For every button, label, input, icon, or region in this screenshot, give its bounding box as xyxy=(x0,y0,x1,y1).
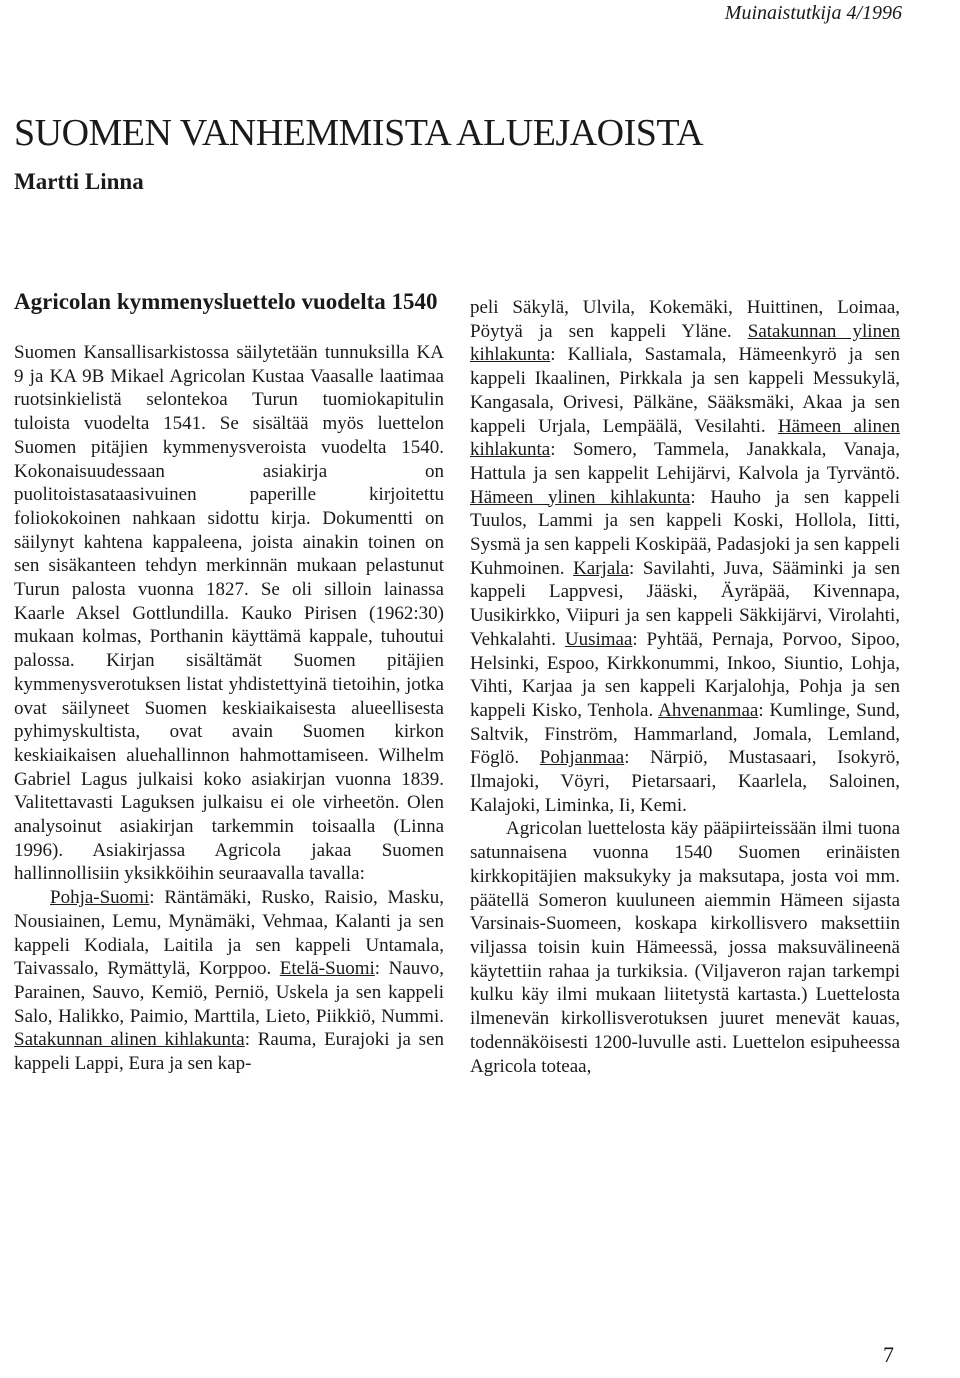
region-name: Satakunnan alinen kihlakunta xyxy=(14,1029,245,1051)
regions-paragraph xyxy=(14,886,444,1076)
region-name: Etelä-Suomi xyxy=(279,958,375,980)
section-heading: Agricolan kymmenysluettelo vuodelta 1540 xyxy=(14,289,438,314)
region-name: Karjala xyxy=(573,557,629,579)
region-name: Ahvenanmaa xyxy=(658,699,759,721)
region-parishes: : Somero, Tammela, Janakkala, Vanaja, Hattula ja sen kappelit Lehijärvi, Kalvola ja Tyrväntö. xyxy=(470,439,900,484)
article-title: SUOMEN VANHEMMISTA ALUEJAOISTA xyxy=(14,112,704,154)
region-parishes: : Savilahti, Juva, Sääminki ja sen kappeli Lappvesi, Jääski, Äyräpää, Kivennapa, Uusikirkko, Viipuri ja sen kappeli Säkkijärvi, Virolahti, Vehkalahti. xyxy=(470,557,900,650)
region-parishes: : Nauvo, Parainen, Sauvo, Kemiö, Perniö, Uskela ja sen kappeli Salo, Halikko, Paimio, Marttila, Lieto, Piikkiö, Nummi. xyxy=(14,958,444,1027)
region-name: Uusimaa xyxy=(564,628,633,650)
right-column xyxy=(470,296,900,1078)
region-name: Hämeen alinen kihlakunta xyxy=(470,415,900,461)
region-parishes: : Kalliala, Sastamala, Hämeenkyrö ja sen kappeli Ikaalinen, Pirkkala ja sen kappeli Messukylä, Kangasala, Orivesi, Pälkäne, Sääksmäki, Akaa ja sen kappeli Urjala, Lempäälä, Vesilahti. xyxy=(470,344,900,437)
region-parishes: : Närpiö, Mustasaari, Isokyrö, Ilmajoki, Vöyri, Pietarsaari, Kaarlela, Saloinen, Kalajoki, Liminka, Ii, Kemi. xyxy=(470,747,900,816)
region-parishes: : Räntämäki, Rusko, Raisio, Masku, Nousiainen, Lemu, Mynämäki, Vehmaa, Kalanti ja sen kappeli Kodiala, Laitila ja sen kappeli Untamala, Taivassalo, Rymättylä, Korppoo. xyxy=(14,887,444,980)
page-number: 7 xyxy=(883,1342,894,1367)
region-parishes: : Kumlinge, Sund, Saltvik, Finström, Hammarland, Jomala, Lemland, Föglö. xyxy=(470,699,900,769)
region-name: Pohja-Suomi xyxy=(50,887,150,909)
left-column xyxy=(14,286,444,1076)
region-parishes: : Rauma, Eurajoki ja sen kappeli Lappi, Eura ja sen kap- xyxy=(14,1029,444,1075)
region-name: Satakunnan ylinen kihlakunta xyxy=(470,320,901,366)
region-parishes: : Pyhtää, Pernaja, Porvoo, Sipoo, Helsinki, Espoo, Kirkkonummi, Inkoo, Siuntio, Lohja, Vihti, Karjaa ja sen kappeli Karjalohja, Pohja ja sen kappeli Kisko, Tenhola. xyxy=(470,628,900,721)
author-name: Martti Linna xyxy=(14,169,144,194)
journal-header: Muinaistutkija 4/1996 xyxy=(724,2,902,24)
analysis-paragraph: Agricolan luettelosta käy pääpiirteissään ilmi tuona satunnaisena vuonna 1540 Suomen erinäisten kirkkopitäjien maksukyky ja maksutapa, josta voi mm. päätellä Someron kuuluneen aiemmin Hämeen sijasta Varsinais-Suomeen, koskapa kirkollisvero maksettiin viljassa toisin kuin Hämeessä, jossa maksuvälineenä käytettiin rahaa ja turkiksia. (Viljaveron rajan tarkempi kulku käy ilmi mukaan liitetystä kartasta.) Luettelosta ilmenevän kirkollisverotuksen juuret menevät kauas, todennäköisesti 1200-luvulle asti. Luettelon esipuheessa Agricola toteaa, xyxy=(470,818,900,1077)
region-parishes: peli Säkylä, Ulvila, Kokemäki, Huittinen, Loimaa, Pöytyä ja sen kappeli Yläne. xyxy=(470,297,900,342)
region-name: Pohjanmaa xyxy=(539,747,625,769)
intro-paragraph: Suomen Kansallisarkistossa säilytetään tunnuksilla KA 9 ja KA 9B Mikael Agricolan Kustaa Vaasalle laatimaa ruotsinkielistä selontekoa Turun tuomiokapitulin tuloista vuodelta 1541. Se sisältää myös luettelon Suomen pitäjien kymmenysveroista vuodelta 1540. Kokonaisuudessaan asiakirja on puolitoistasataasivuinen paperille kirjoitettu foliokokoinen nahkaan sidottu kirja. Dokumentti on säilynyt kahtena kappaleena, joista ainakin toinen on sen sisäkanteen tehdyn merkinnän mukaan pelastunut Turun palosta vuonna 1827. Se oli silloin lainassa Kaarle Aksel Gottlundilla. Kauko Pirisen (1962:30) mukaan kolmas, Porthanin käyttämä kappale, tuhoutui palossa. Kirjan sisältämät Suomen pitäjien kymmenysverotuksen listat yhdistettyinä tietoihin, jotka ovat säilyneet Suomen keskiaikaisesta alueellisesta pyhimyskultista, ovat avain Suomen kirkon keskiaikaisen aluehallinnon hahmottamiseen. Wilhelm Gabriel Lagus julkaisi koko asiakirjan vuonna 1839. Valitettavasti Laguksen julkaisu ei ole virheetön. Olen analysoinut asiakirjan tarkemmin toisaalla (Linna 1996). Asiakirjassa Agricola jakaa Suomen hallinnollisiin yksikköihin seuraavalla tavalla: xyxy=(14,342,444,885)
regions-paragraph-continued xyxy=(470,296,900,817)
region-name: Hämeen ylinen kihlakunta xyxy=(470,486,691,508)
region-parishes: : Hauho ja sen kappeli Tuulos, Lammi ja sen kappeli Koski, Hollola, Iitti, Sysmä ja sen kappeli Koskipää, Padasjoki ja sen kappeli Kuhmoinen. xyxy=(470,486,900,579)
